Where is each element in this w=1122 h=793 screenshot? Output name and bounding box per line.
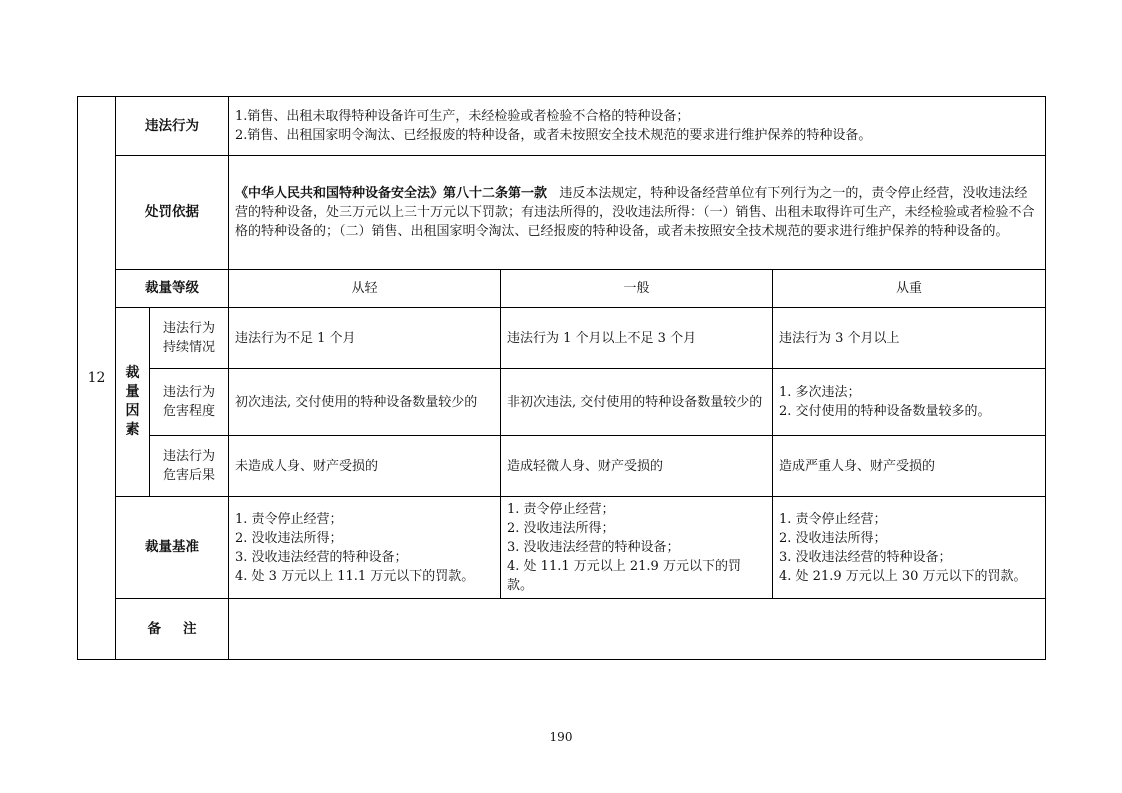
factors-label: 裁 量 因 素 <box>116 308 150 497</box>
basis-text: 违反本法规定，特种设备经营单位有下列行为之一的，责令停止经营，没收违法经营的特种设备，处三万元以上三十万元以下罚款；有违法所得的，没收违法所得：（一）销售、出租未取得许可生产，未经检验或者检验不合格的特种设备的；（二）销售、出租国家明令淘汰、已经报废的特种设备，或者未按照安全技术规范的要求进行维护保养的特种设备的。 <box>235 186 1035 239</box>
violation-label: 违法行为 <box>116 97 229 156</box>
levels-row <box>78 270 1046 308</box>
harm-result-row <box>78 436 1046 497</box>
remarks-value <box>229 599 1046 660</box>
standards-normal: 1. 责令停止经营； 2. 没收违法所得； 3. 没收违法经营的特种设备； 4. 处 11.1 万元以上 21.9 万元以下的罚款。 <box>501 497 773 599</box>
basis-content <box>229 156 1046 270</box>
violation-line-2: 2.销售、出租国家明令淘汰、已经报废的特种设备，或者未按照安全技术规范的要求进行维护保养的特种设备。 <box>235 128 872 143</box>
harm-degree-row <box>78 369 1046 436</box>
basis-law-title: 《中华人民共和国特种设备安全法》第八十二条第一款 <box>235 186 548 201</box>
remarks-row <box>78 599 1046 660</box>
harm-degree-heavy: 1. 多次违法； 2. 交付使用的特种设备数量较多的。 <box>773 369 1046 436</box>
harm-result-label: 违法行为 危害后果 <box>150 436 229 497</box>
violation-row <box>78 97 1046 156</box>
harm-result-light: 未造成人身、财产受损的 <box>229 436 501 497</box>
violation-content <box>229 97 1046 156</box>
basis-label: 处罚依据 <box>116 156 229 270</box>
level-normal: 一般 <box>501 270 773 308</box>
harm-result-normal: 造成轻微人身、财产受损的 <box>501 436 773 497</box>
level-heavy: 从重 <box>773 270 1046 308</box>
harm-degree-light: 初次违法, 交付使用的特种设备数量较少的 <box>229 369 501 436</box>
duration-light: 违法行为不足 1 个月 <box>229 308 501 369</box>
basis-row <box>78 156 1046 270</box>
level-light: 从轻 <box>229 270 501 308</box>
remarks-label: 备注 <box>116 599 229 660</box>
levels-label: 裁量等级 <box>116 270 229 308</box>
duration-heavy: 违法行为 3 个月以上 <box>773 308 1046 369</box>
standards-heavy: 1. 责令停止经营； 2. 没收违法所得； 3. 没收违法经营的特种设备； 4. 处 21.9 万元以上 30 万元以下的罚款。 <box>773 497 1046 599</box>
discretion-standard-table <box>77 96 1046 660</box>
violation-line-1: 1.销售、出租未取得特种设备许可生产，未经检验或者检验不合格的特种设备； <box>235 109 690 124</box>
standards-light: 1. 责令停止经营； 2. 没收违法所得； 3. 没收违法经营的特种设备； 4. 处 3 万元以上 11.1 万元以下的罚款。 <box>229 497 501 599</box>
page-number: 190 <box>549 730 573 744</box>
standards-row <box>78 497 1046 599</box>
duration-normal: 违法行为 1 个月以上不足 3 个月 <box>501 308 773 369</box>
item-number: 12 <box>78 97 116 660</box>
standards-label: 裁量基准 <box>116 497 229 599</box>
harm-degree-label: 违法行为 危害程度 <box>150 369 229 436</box>
harm-result-heavy: 造成严重人身、财产受损的 <box>773 436 1046 497</box>
duration-row <box>78 308 1046 369</box>
duration-label: 违法行为 持续情况 <box>150 308 229 369</box>
harm-degree-normal: 非初次违法, 交付使用的特种设备数量较少的 <box>501 369 773 436</box>
